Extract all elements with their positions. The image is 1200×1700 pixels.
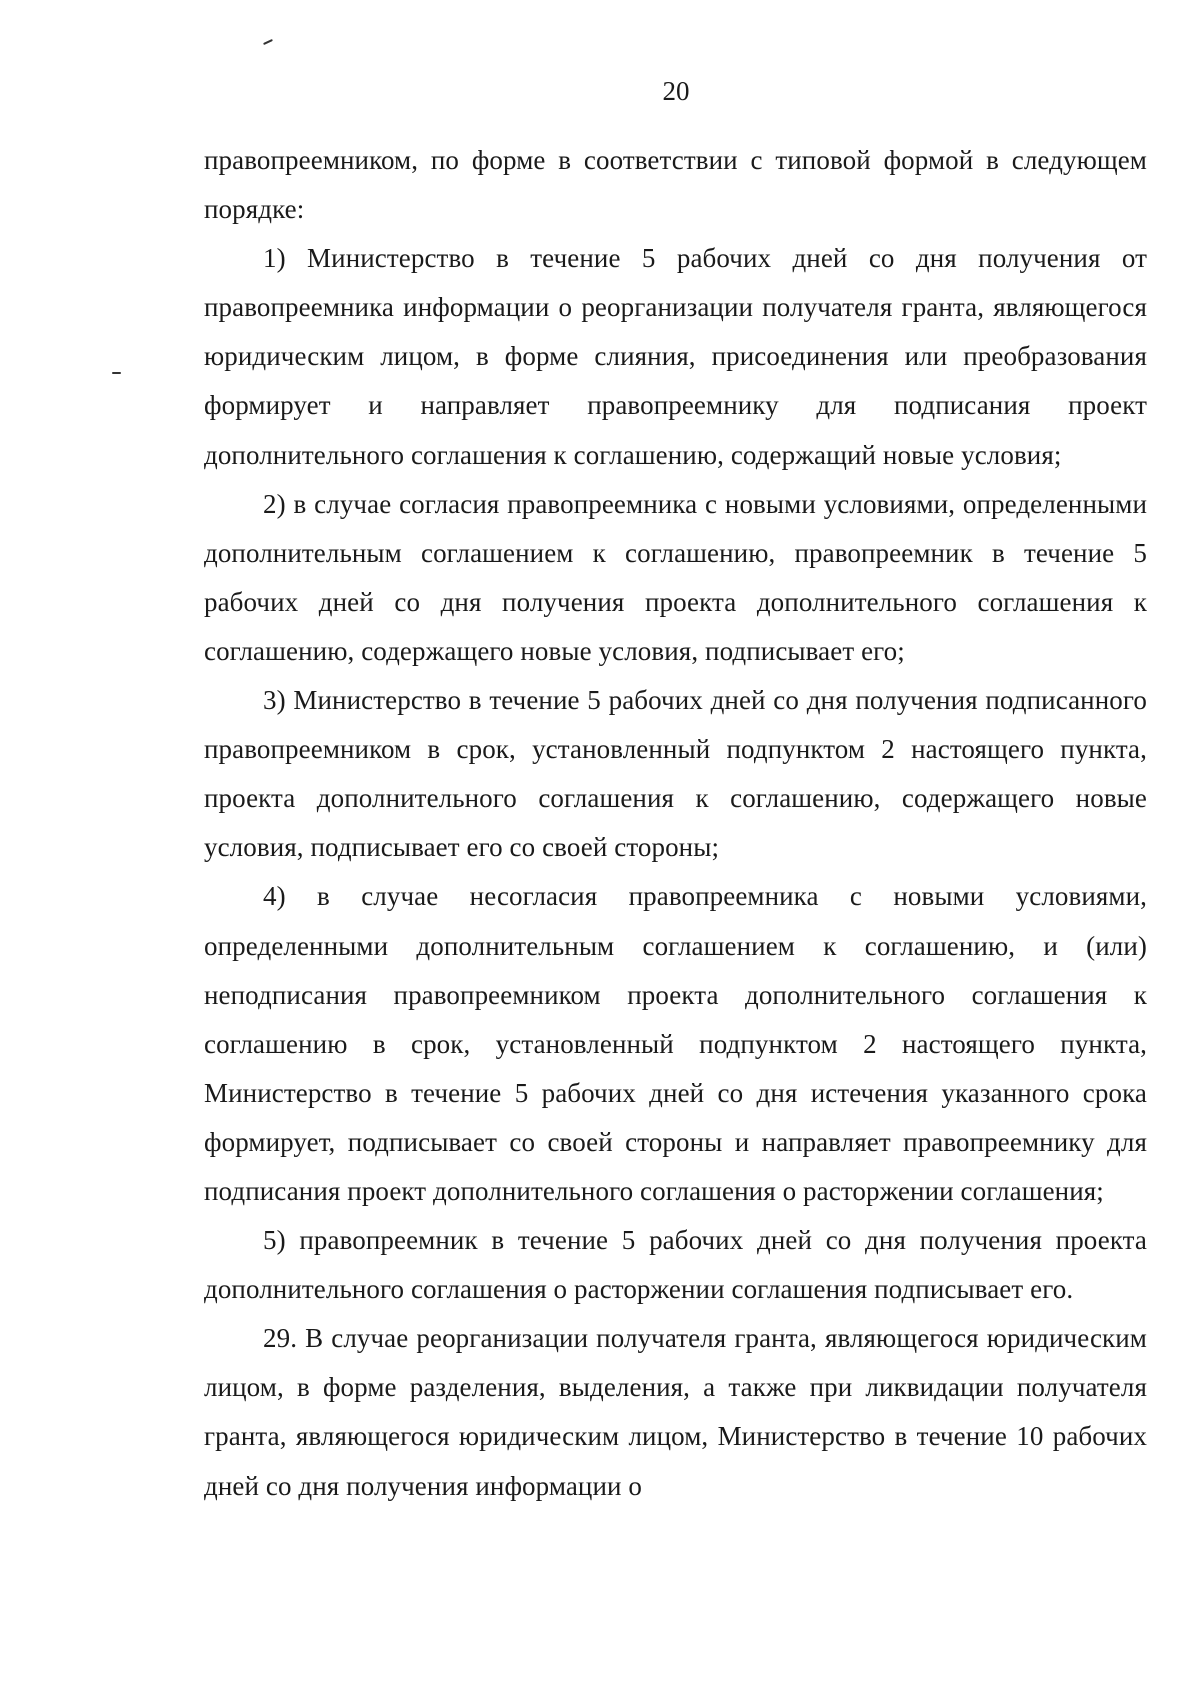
- list-item-5: 5) правопреемник в течение 5 рабочих дней со дня получения проекта дополнительного соглашения о расторжении соглашения подписывает его.: [204, 1225, 1147, 1305]
- page-number: 20: [662, 76, 690, 106]
- paragraph-continuation: правопреемником, по форме в соответствии с типовой формой в следующем порядке:: [204, 145, 1147, 225]
- scan-mark: [112, 372, 121, 374]
- list-item-3: 3) Министерство в течение 5 рабочих дней со дня получения подписанного правопреемником в срок, установленный подпунктом 2 настоящего пункта, проекта дополнительного соглашения к соглашению, содержащего новые условия, подписывает его со своей стороны;: [204, 685, 1147, 863]
- scan-mark: [263, 39, 273, 45]
- list-item-1: 1) Министерство в течение 5 рабочих дней со дня получения от правопреемника информации о реорганизации получателя гранта, являющегося юридическим лицом, в форме слияния, присоединения или преобразования формирует и направляет правопреемнику для подписания проект дополнительного соглашения к соглашению, содержащий новые условия;: [204, 243, 1147, 470]
- document-body: [204, 136, 1147, 1511]
- list-item-2: 2) в случае согласия правопреемника с новыми условиями, определенными дополнительным соглашением к соглашению, правопреемник в течение 5 рабочих дней со дня получения проекта дополнительного соглашения к соглашению, содержащего новые условия, подписывает его;: [204, 488, 1147, 666]
- list-item-4: 4) в случае несогласия правопреемника с новыми условиями, определенными дополнительным соглашением к соглашению, и (или) неподписания правопреемником проекта дополнительного соглашения к соглашению в срок, установленный подпунктом 2 настоящего пункта, Министерство в течение 5 рабочих дней со дня истечения указанного срока формирует, подписывает со своей стороны и направляет правопреемнику для подписания проект дополнительного соглашения о расторжении соглашения;: [204, 881, 1147, 1206]
- clause-29: 29. В случае реорганизации получателя гранта, являющегося юридическим лицом, в форме разделения, выделения, а также при ликвидации получателя гранта, являющегося юридическим лицом, Министерство в течение 10 рабочих дней со дня получения информации о: [204, 1323, 1147, 1501]
